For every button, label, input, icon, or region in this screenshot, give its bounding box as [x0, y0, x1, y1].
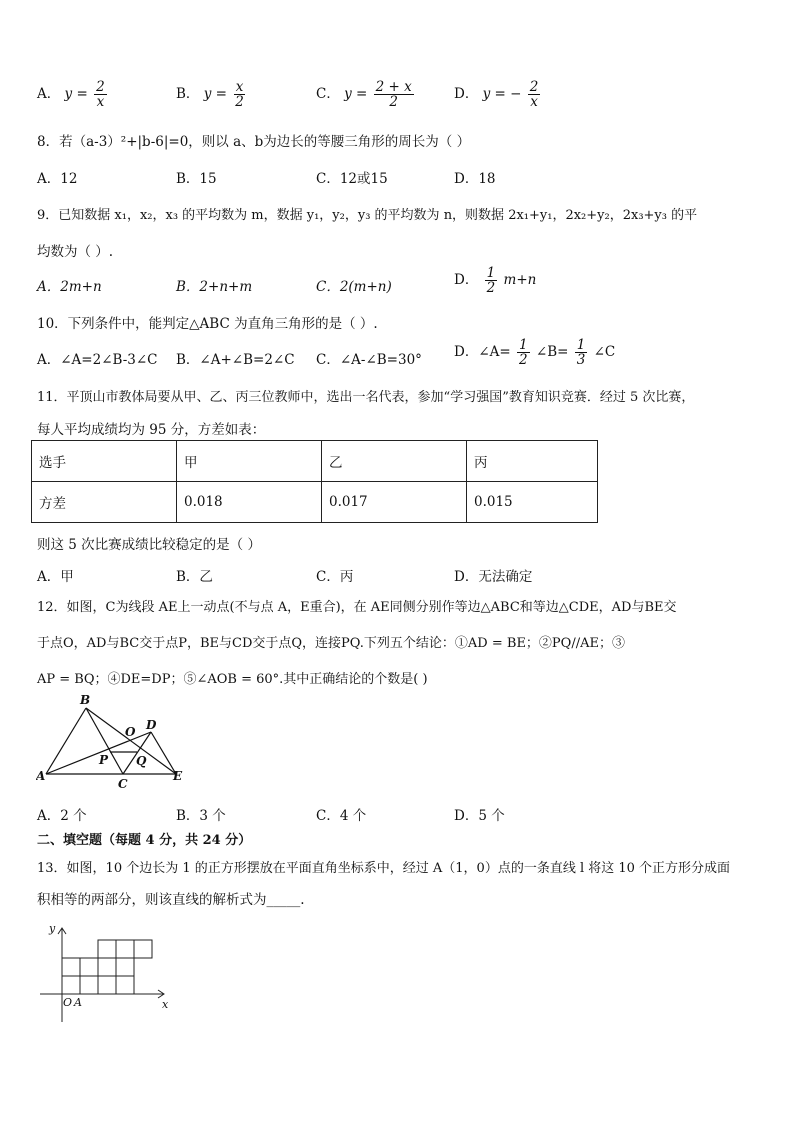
table-header-cell: 乙 [322, 441, 467, 482]
q7-option-d-den: x [530, 94, 538, 111]
q12-option-b: B．3 个 [176, 808, 226, 824]
q9-option-d [454, 266, 536, 295]
q8-option-c: C．12或15 [316, 171, 388, 187]
q7-option-a-den: x [96, 94, 105, 111]
q7-option-d-lhs: y = [482, 86, 506, 103]
q10-option-c: C．∠A-∠B=30° [316, 352, 422, 368]
q7-option-b [176, 80, 248, 109]
q7-option-a-lhs: y = [64, 86, 88, 103]
q7-option-c-letter: C． [316, 86, 340, 103]
q10-option-d-mid: ∠B= [535, 344, 569, 361]
q7-option-a [37, 80, 109, 109]
q7-option-a-letter: A． [37, 86, 61, 103]
q9-option-d-den: 2 [486, 280, 496, 297]
q12-stem-line2: 于点O，AD与BC交于点P，BE与CD交于点Q，连接PQ.下列五个结论：①AD = BE；②PQ//AE；③ [37, 636, 625, 651]
q9-option-c: C．2(m+n) [316, 279, 392, 295]
table-row [32, 482, 598, 523]
q7-option-c-num: 2 + x [375, 79, 412, 95]
squares-figure [36, 918, 176, 1028]
q7-option-c [316, 80, 416, 109]
table-cell: 0.017 [322, 482, 467, 523]
variance-table [31, 440, 598, 523]
q10-option-d-f1-den: 2 [519, 352, 528, 369]
label-b: B [80, 693, 91, 707]
table-header-cell: 甲 [177, 441, 322, 482]
label-a: A [36, 769, 46, 783]
q10-option-d-end: ∠C [593, 344, 616, 361]
q11-option-c: C．丙 [316, 569, 354, 585]
q9-option-d-num: 1 [486, 265, 496, 281]
q10-option-d-fraction1 [517, 338, 530, 367]
q10-option-d-letter: D．∠A= [454, 344, 511, 361]
q9-stem-line1: 9．已知数据 x₁，x₂，x₃ 的平均数为 m，数据 y₁，y₂，y₃ 的平均数为 n，则数据 2x₁+y₁，2x₂+y₂，2x₃+y₃ 的平 [37, 208, 698, 223]
q8-option-a: A．12 [37, 171, 78, 187]
q7-option-a-num: 2 [96, 79, 105, 95]
q9-option-d-rest: m+n [503, 272, 537, 289]
q8-option-d: D．18 [454, 171, 496, 187]
q11-question: 则这 5 次比赛成绩比较稳定的是（ ） [37, 537, 261, 553]
q8-option-b: B．15 [176, 171, 217, 187]
q7-option-d-num: 2 [529, 79, 539, 95]
label-q: Q [136, 754, 147, 768]
q7-option-c-lhs: y = [344, 86, 368, 103]
axis-label-x: x [162, 998, 169, 1011]
q10-option-d [454, 338, 615, 367]
q9-option-d-fraction [485, 266, 498, 295]
q12-stem-line3: AP = BQ；④DE=DP；⑤∠AOB = 60°.其中正确结论的个数是( ) [37, 672, 428, 687]
axis-label-y: y [49, 922, 56, 935]
q7-option-b-fraction [233, 80, 246, 109]
q9-option-b: B．2+n+m [176, 279, 253, 295]
q7-option-b-num: x [235, 79, 244, 95]
q7-option-d-fraction [528, 80, 541, 109]
table-header-cell: 选手 [32, 441, 177, 482]
q7-option-b-lhs: y = [203, 86, 227, 103]
q11-option-d: D．无法确定 [454, 569, 533, 585]
q8-stem: 8．若（a-3）²+|b-6|=0，则以 a、b为边长的等腰三角形的周长为（ ） [37, 134, 471, 150]
table-cell: 0.015 [467, 482, 598, 523]
q11-stem-line1: 11．平顶山市教体局要从甲、乙、丙三位教师中，选出一名代表，参加“学习强国”教育知识竞赛．经过 5 次比赛， [37, 390, 695, 405]
label-o: O [125, 725, 136, 739]
q13-stem-line1: 13．如图，10 个边长为 1 的正方形摆放在平面直角坐标系中，经过 A（1，0）点的一条直线 l 将这 10 个正方形分成面 [37, 861, 731, 876]
q7-option-d [454, 80, 542, 109]
q7-option-c-fraction [374, 80, 414, 109]
q10-stem: 10．下列条件中，能判定△ABC 为直角三角形的是（ ）. [37, 316, 378, 332]
q10-option-a: A．∠A=2∠B-3∠C [37, 352, 158, 368]
q9-option-d-letter: D． [454, 272, 479, 289]
q11-option-b: B．乙 [176, 569, 213, 585]
label-c: C [118, 777, 128, 791]
q10-option-d-f1-num: 1 [519, 337, 528, 353]
q12-option-c: C．4 个 [316, 808, 367, 824]
q11-stem-line2: 每人平均成绩均为 95 分，方差如表： [37, 422, 266, 438]
q7-option-b-letter: B． [176, 86, 200, 103]
q12-stem-line1: 12．如图，C为线段 AE上一动点(不与点 A，E重合)，在 AE同侧分别作等边△ABC和等边△CDE，AD与BE交 [37, 600, 677, 615]
triangle-figure [36, 692, 196, 792]
table-header-cell: 丙 [467, 441, 598, 482]
q7-option-a-fraction [94, 80, 107, 109]
table-cell: 0.018 [177, 482, 322, 523]
q10-option-d-f2-den: 3 [576, 352, 586, 369]
point-a-label: A [74, 996, 82, 1009]
section2-title: 二、填空题（每题 4 分，共 24 分） [37, 833, 252, 848]
origin-label: O [63, 996, 73, 1009]
label-e: E [173, 769, 183, 783]
table-cell: 方差 [32, 482, 177, 523]
label-d: D [146, 718, 157, 732]
q7-option-d-letter: D． [454, 86, 479, 103]
q7-option-d-sign: − [510, 86, 522, 103]
q11-option-a: A．甲 [37, 569, 74, 585]
q12-option-d: D．5 个 [454, 808, 505, 824]
q7-option-b-den: 2 [235, 94, 244, 111]
q10-option-d-f2-num: 1 [576, 337, 586, 353]
q7-option-c-den: 2 [389, 94, 399, 111]
label-p: P [99, 753, 109, 767]
q13-stem-line2: 积相等的两部分，则该直线的解析式为_____. [37, 892, 305, 908]
q9-stem-line2: 均数为（ ）. [37, 244, 114, 260]
q12-option-a: A．2 个 [37, 808, 87, 824]
table-row [32, 441, 598, 482]
q10-option-b: B．∠A+∠B=2∠C [176, 352, 295, 368]
q9-option-a: A．2m+n [37, 279, 102, 295]
q10-option-d-fraction2 [575, 338, 588, 367]
